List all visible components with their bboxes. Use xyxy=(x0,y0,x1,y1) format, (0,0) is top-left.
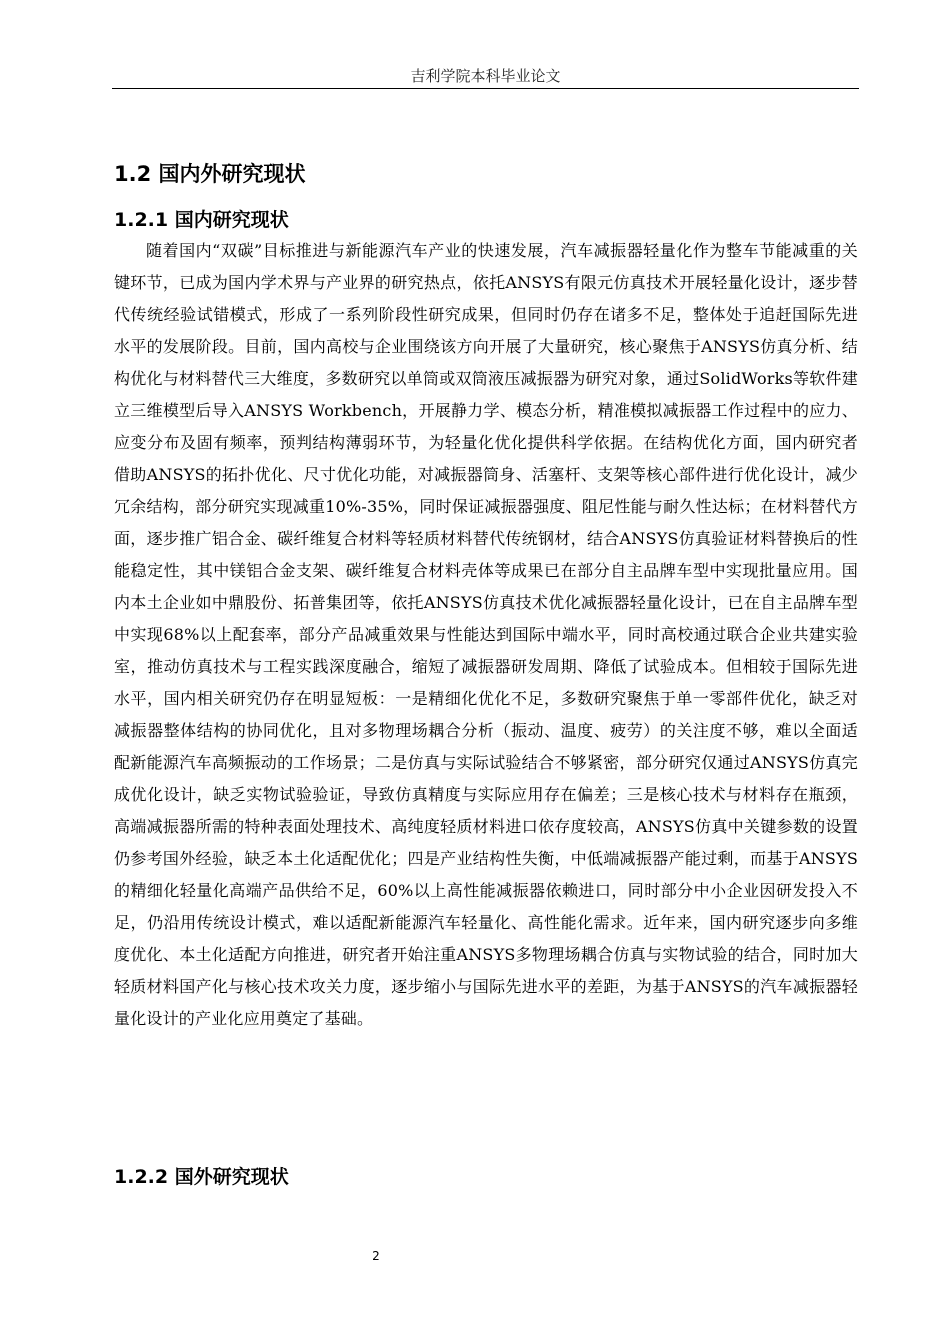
page-header: 吉利学院本科毕业论文 xyxy=(410,67,561,85)
subsection-heading-foreign: 1.2.2 国外研究现状 xyxy=(114,1166,289,1188)
body-paragraph: 随着国内“双碳”目标推进与新能源汽车产业的快速发展，汽车减振器轻量化作为整车节能减重的关键环节，已成为国内学术界与产业界的研究热点，依托ANSYS有限元仿真技术开展轻量化设计，逐步替代传统经验试错模式，形成了一系列阶段性研究成果，但同时仍存在诸多不足，整体处于追赶国际先进水平的发展阶段。目前，国内高校与企业围绕该方向开展了大量研究，核心聚焦于ANSYS仿真分析、结构优化与材料替代三大维度，多数研究以单筒或双筒液压减振器为研究对象，通过SolidWorks等软件建立三维模型后导入ANSYS Workbench，开展静力学、模态分析，精准模拟减振器工作过程中的应力、应变分布及固有频率，预判结构薄弱环节，为轻量化优化提供科学依据。在结构优化方面，国内研究者借助ANSYS的拓扑优化、尺寸优化功能，对减振器筒身、活塞杆、支架等核心部件进行优化设计，减少冗余结构，部分研究实现减重10%-35%，同时保证减振器强度、阻尼性能与耐久性达标；在材料替代方面，逐步推广铝合金、碳纤维复合材料等轻质材料替代传统钢材，结合ANSYS仿真验证材料替换后的性能稳定性，其中镁铝合金支架、碳纤维复合材料壳体等成果已在部分自主品牌车型中实现批量应用。国内本土企业如中鼎股份、拓普集团等，依托ANSYS仿真技术优化减振器轻量化设计，已在自主品牌车型中实现68%以上配套率，部分产品减重效果与性能达到国际中端水平，同时高校通过联合企业共建实验室，推动仿真技术与工程实践深度融合，缩短了减振器研发周期、降低了试验成本。但相较于国际先进水平，国内相关研究仍存在明显短板：一是精细化优化不足，多数研究聚焦于单一零部件优化，缺乏对减振器整体结构的协同优化，且对多物理场耦合分析（振动、温度、疲劳）的关注度不够，难以全面适配新能源汽车高频振动的工作场景；二是仿真与实际试验结合不够紧密，部分研究仅通过ANSYS仿真完成优化设计，缺乏实物试验验证，导致仿真精度与实际应用存在偏差；三是核心技术与材料存在瓶颈，高端减振器所需的特种表面处理技术、高纯度轻质材料进口依存度较高，ANSYS仿真中关键参数的设置仍参考国外经验，缺乏本土化适配优化；四是产业结构性失衡，中低端减振器产能过剩，而基于ANSYS的精细化轻量化高端产品供给不足，60%以上高性能减振器依赖进口，同时部分中小企业因研发投入不足，仍沿用传统设计模式，难以适配新能源汽车轻量化、高性能化需求。近年来，国内研究逐步向多维度优化、本土化适配方向推进，研究者开始注重ANSYS多物理场耦合仿真与实物试验的结合，同时加大轻质材料国产化与核心技术攻关力度，逐步缩小与国际先进水平的差距，为基于ANSYS的汽车减振器轻量化设计的产业化应用奠定了基础。 xyxy=(114,241,858,1028)
page-number: 2 xyxy=(372,1249,380,1263)
header-divider xyxy=(112,88,859,89)
subsection-heading-domestic: 1.2.1 国内研究现状 xyxy=(114,209,289,231)
section-heading: 1.2 国内外研究现状 xyxy=(114,162,306,186)
